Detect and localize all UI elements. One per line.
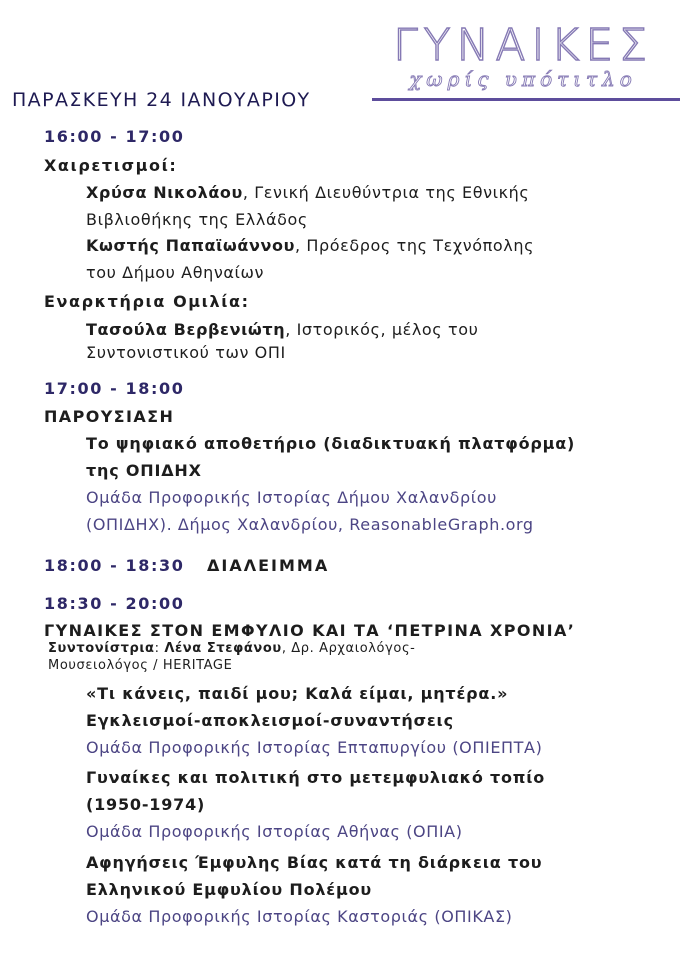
opening-label: Εναρκτήρια Ομιλία: xyxy=(44,292,250,311)
moderator-label: Συντονίστρια xyxy=(48,641,155,656)
speaker-1-role: , Γενική Διευθύντρια της Εθνικής xyxy=(242,183,530,202)
moderator-sep: : xyxy=(154,641,165,656)
session-2-title-cont: της ΟΠΙΔΗΧ xyxy=(86,461,202,480)
speaker-2-role: , Πρόεδρος της Τεχνόπολης xyxy=(294,236,535,255)
moderator-name: Λένα Στεφάνου xyxy=(164,641,282,656)
talk-1-title: «Τι κάνεις, παιδί μου; Καλά είμαι, μητέρα.» xyxy=(86,684,509,703)
speaker-1 xyxy=(86,183,529,202)
speaker-1-name: Χρύσα Νικολάου xyxy=(86,183,243,202)
talk-3-title: Αφηγήσεις Έμφυλης Βίας κατά τη διάρκεια του xyxy=(86,853,543,872)
heading-rule xyxy=(372,98,680,101)
session-1-time: 16:00 - 17:00 xyxy=(44,127,185,146)
greetings-label: Χαιρετισμοί: xyxy=(44,156,178,175)
session-2-group: Ομάδα Προφορικής Ιστορίας Δήμου Χαλανδρίου xyxy=(86,488,498,507)
session-2-title: Το ψηφιακό αποθετήριο (διαδικτυακή πλατφόρμα) xyxy=(86,434,576,453)
moderator-role-cont: Μουσειολόγος / HERITAGE xyxy=(48,658,233,673)
logo-subtitle: χωρίς υπότιτλο xyxy=(409,67,637,91)
speaker-2-role-cont: του Δήμου Αθηναίων xyxy=(86,263,265,282)
talk-2-group: Ομάδα Προφορικής Ιστορίας Αθήνας (ΟΠΙΑ) xyxy=(86,822,463,841)
day-heading: ΠΑΡΑΣΚΕΥΗ 24 ΙΑΝΟΥΑΡΙΟΥ xyxy=(12,89,311,111)
moderator xyxy=(48,641,415,656)
talk-2-title-cont: (1950-1974) xyxy=(86,795,206,814)
session-2-group-cont: (ΟΠΙΔΗΧ). Δήμος Χαλανδρίου, ReasonableGraph.org xyxy=(86,515,534,534)
session-2-type: ΠΑΡΟΥΣΙΑΣΗ xyxy=(44,407,175,426)
break-label: ΔΙΑΛΕΙΜΜΑ xyxy=(207,556,330,575)
speaker-2-name: Κωστής Παπαϊωάννου xyxy=(86,236,295,255)
talk-2-title: Γυναίκες και πολιτική στο μετεμφυλιακό τοπίο xyxy=(86,768,546,787)
session-3-time: 18:30 - 20:00 xyxy=(44,594,185,613)
speaker-2 xyxy=(86,236,534,255)
talk-1-group: Ομάδα Προφορικής Ιστορίας Επταπυργίου (ΟΠΙΕΠΤΑ) xyxy=(86,738,543,757)
speaker-3 xyxy=(86,320,478,339)
logo-title: ΓΥΝΑΙΚΕΣ xyxy=(393,20,653,71)
speaker-3-role: , Ιστορικός, μέλος του xyxy=(285,320,479,339)
speaker-3-name: Τασούλα Βερβενιώτη xyxy=(86,320,286,339)
break-time: 18:00 - 18:30 xyxy=(44,556,185,575)
moderator-role: , Δρ. Αρχαιολόγος- xyxy=(281,641,416,656)
speaker-1-role-cont: Βιβλιοθήκης της Ελλάδος xyxy=(86,210,308,229)
session-2-time: 17:00 - 18:00 xyxy=(44,379,185,398)
speaker-3-role-cont: Συντονιστικού των ΟΠΙ xyxy=(86,343,286,362)
talk-1-title-cont: Εγκλεισμοί-αποκλεισμοί-συναντήσεις xyxy=(86,711,454,730)
talk-3-group: Ομάδα Προφορικής Ιστορίας Καστοριάς (ΟΠΙΚΑΣ) xyxy=(86,907,513,926)
session-3-title: ΓΥΝΑΙΚΕΣ ΣΤΟΝ ΕΜΦΥΛΙΟ ΚΑΙ ΤΑ ‘ΠΕΤΡΙΝΑ ΧΡΟΝΙΑ’ xyxy=(44,621,576,640)
talk-3-title-cont: Ελληνικού Εμφυλίου Πολέμου xyxy=(86,880,372,899)
logo xyxy=(388,22,658,92)
